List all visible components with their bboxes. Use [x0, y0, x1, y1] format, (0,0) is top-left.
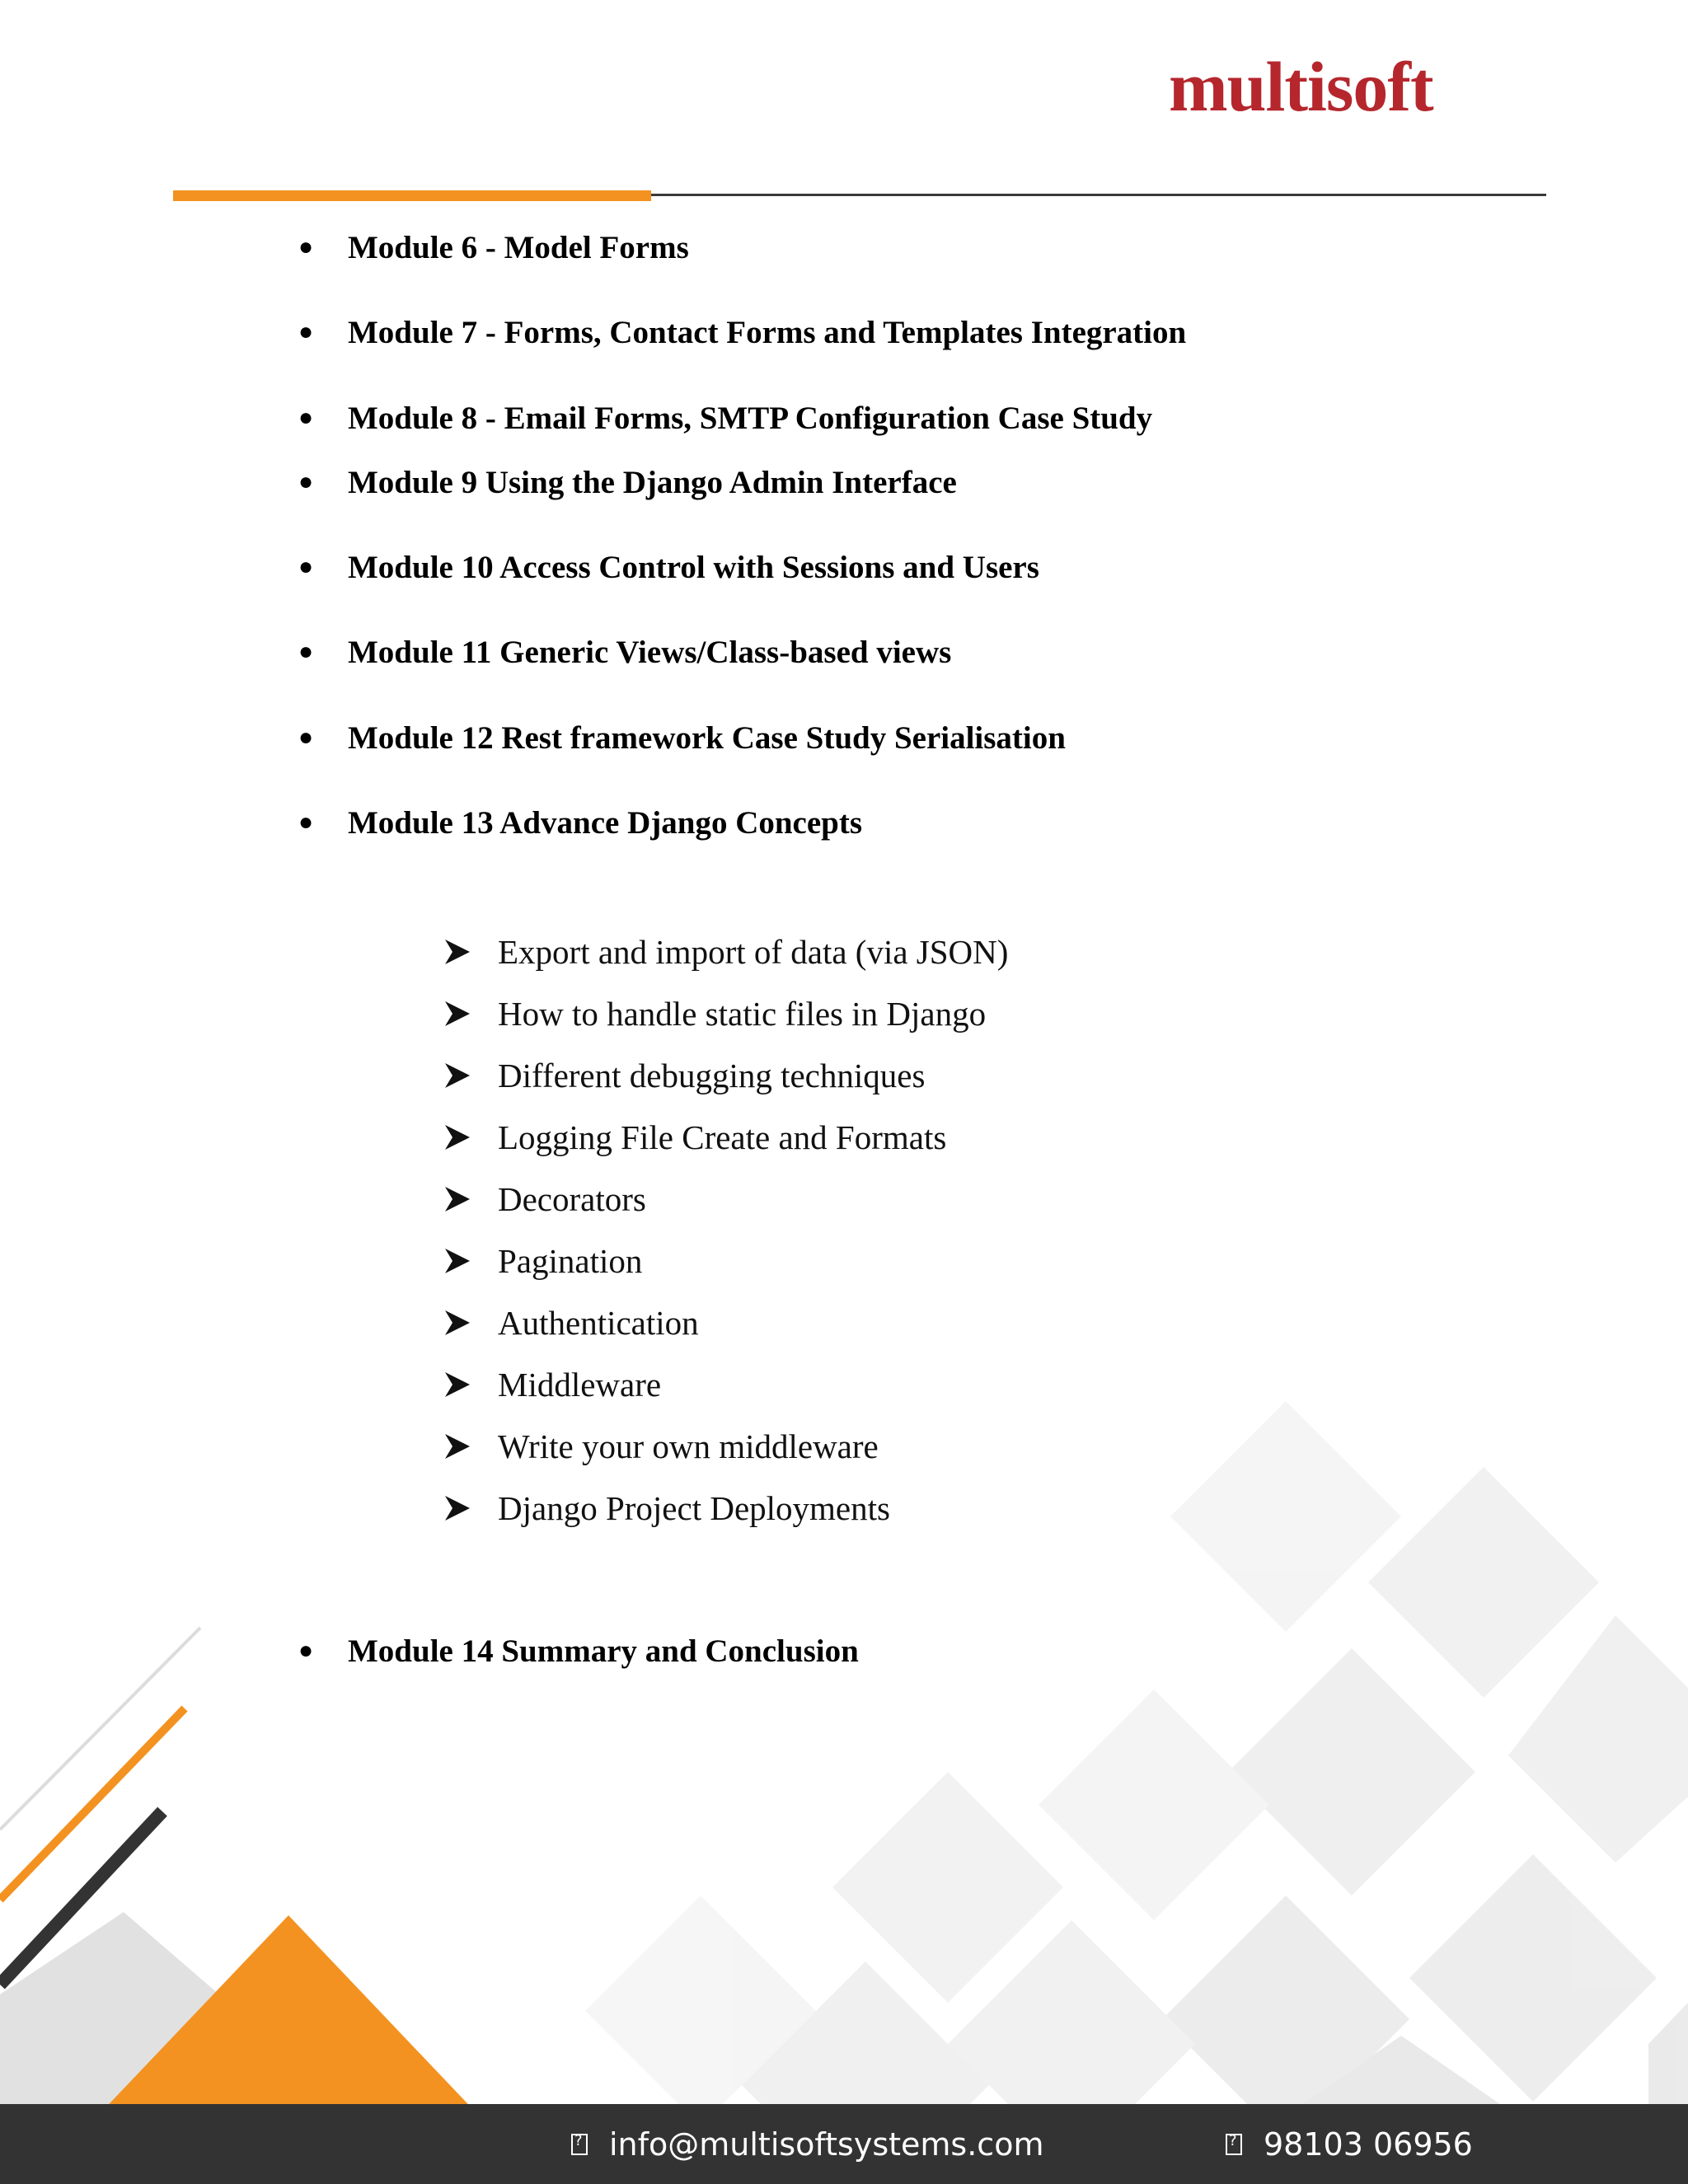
module13-topic-list	[445, 921, 1008, 1539]
arrow-bullet-icon	[445, 1063, 498, 1088]
list-item	[445, 1291, 1008, 1353]
footer-email[interactable]	[571, 2104, 1043, 2184]
topic-label: Django Project Deployments	[498, 1488, 890, 1527]
bullet-icon: ●	[298, 404, 314, 431]
list-item	[298, 307, 1186, 357]
bullet-icon: ●	[298, 468, 314, 495]
topic-label: Decorators	[498, 1179, 646, 1218]
topic-label: Different debugging techniques	[498, 1056, 926, 1094]
arrow-bullet-icon	[445, 1434, 498, 1459]
list-item	[445, 1044, 1008, 1106]
topic-label: Write your own middleware	[498, 1427, 879, 1465]
list-item	[298, 542, 1039, 592]
module-label: Module 11 Generic Views/Class-based views	[348, 634, 952, 670]
footer-phone[interactable]	[1226, 2104, 1473, 2184]
module-label: Module 14 Summary and Conclusion	[348, 1633, 859, 1669]
arrow-bullet-icon	[445, 1249, 498, 1273]
list-item	[445, 982, 1008, 1044]
arrow-bullet-icon	[445, 1310, 498, 1335]
module-label: Module 10 Access Control with Sessions and Users	[348, 549, 1039, 585]
module-label: Module 13 Advance Django Concepts	[348, 804, 863, 841]
topic-label: Logging File Create and Formats	[498, 1118, 947, 1156]
bullet-icon: ●	[298, 638, 314, 665]
bullet-icon: ●	[298, 1637, 314, 1664]
list-item	[445, 1106, 1008, 1168]
topic-label: Middleware	[498, 1365, 662, 1404]
bullet-icon: ●	[298, 318, 314, 345]
topic-label: How to handle static files in Django	[498, 994, 987, 1033]
arrow-bullet-icon	[445, 1001, 498, 1026]
topic-label: Export and import of data (via JSON)	[498, 932, 1009, 971]
topic-label: Authentication	[498, 1303, 699, 1342]
bullet-icon: ●	[298, 233, 314, 260]
list-item	[298, 393, 1152, 443]
list-item	[298, 627, 951, 677]
list-item	[445, 1477, 1008, 1539]
module-label: Module 9 Using the Django Admin Interface	[348, 464, 957, 500]
list-item	[445, 1168, 1008, 1230]
bullet-icon: ●	[298, 724, 314, 751]
list-item	[298, 1626, 859, 1675]
arrow-bullet-icon	[445, 1496, 498, 1521]
list-item	[298, 457, 957, 507]
topic-label: Pagination	[498, 1241, 643, 1280]
phone-icon	[1226, 2134, 1242, 2155]
list-item	[445, 921, 1008, 982]
list-item	[298, 713, 1066, 762]
arrow-bullet-icon	[445, 1125, 498, 1150]
list-item	[298, 223, 689, 272]
header-rule-accent	[173, 190, 651, 201]
list-item	[298, 798, 862, 847]
bullet-icon: ●	[298, 808, 314, 836]
module-label: Module 12 Rest framework Case Study Serialisation	[348, 719, 1066, 756]
multisoft-logo: multisoft	[1169, 47, 1433, 126]
bullet-icon: ●	[298, 553, 314, 580]
arrow-bullet-icon	[445, 1372, 498, 1397]
list-item	[445, 1415, 1008, 1477]
footer-email-text[interactable]: info@multisoftsystems.com	[609, 2125, 1044, 2163]
arrow-bullet-icon	[445, 940, 498, 964]
footer-phone-text[interactable]: 98103 06956	[1264, 2125, 1473, 2163]
module-label: Module 7 - Forms, Contact Forms and Templates Integration	[348, 314, 1187, 350]
module-label: Module 8 - Email Forms, SMTP Configuration Case Study	[348, 400, 1153, 436]
list-item	[445, 1353, 1008, 1415]
list-item	[445, 1230, 1008, 1291]
email-icon	[571, 2134, 588, 2155]
module-label: Module 6 - Model Forms	[348, 229, 689, 265]
arrow-bullet-icon	[445, 1187, 498, 1212]
